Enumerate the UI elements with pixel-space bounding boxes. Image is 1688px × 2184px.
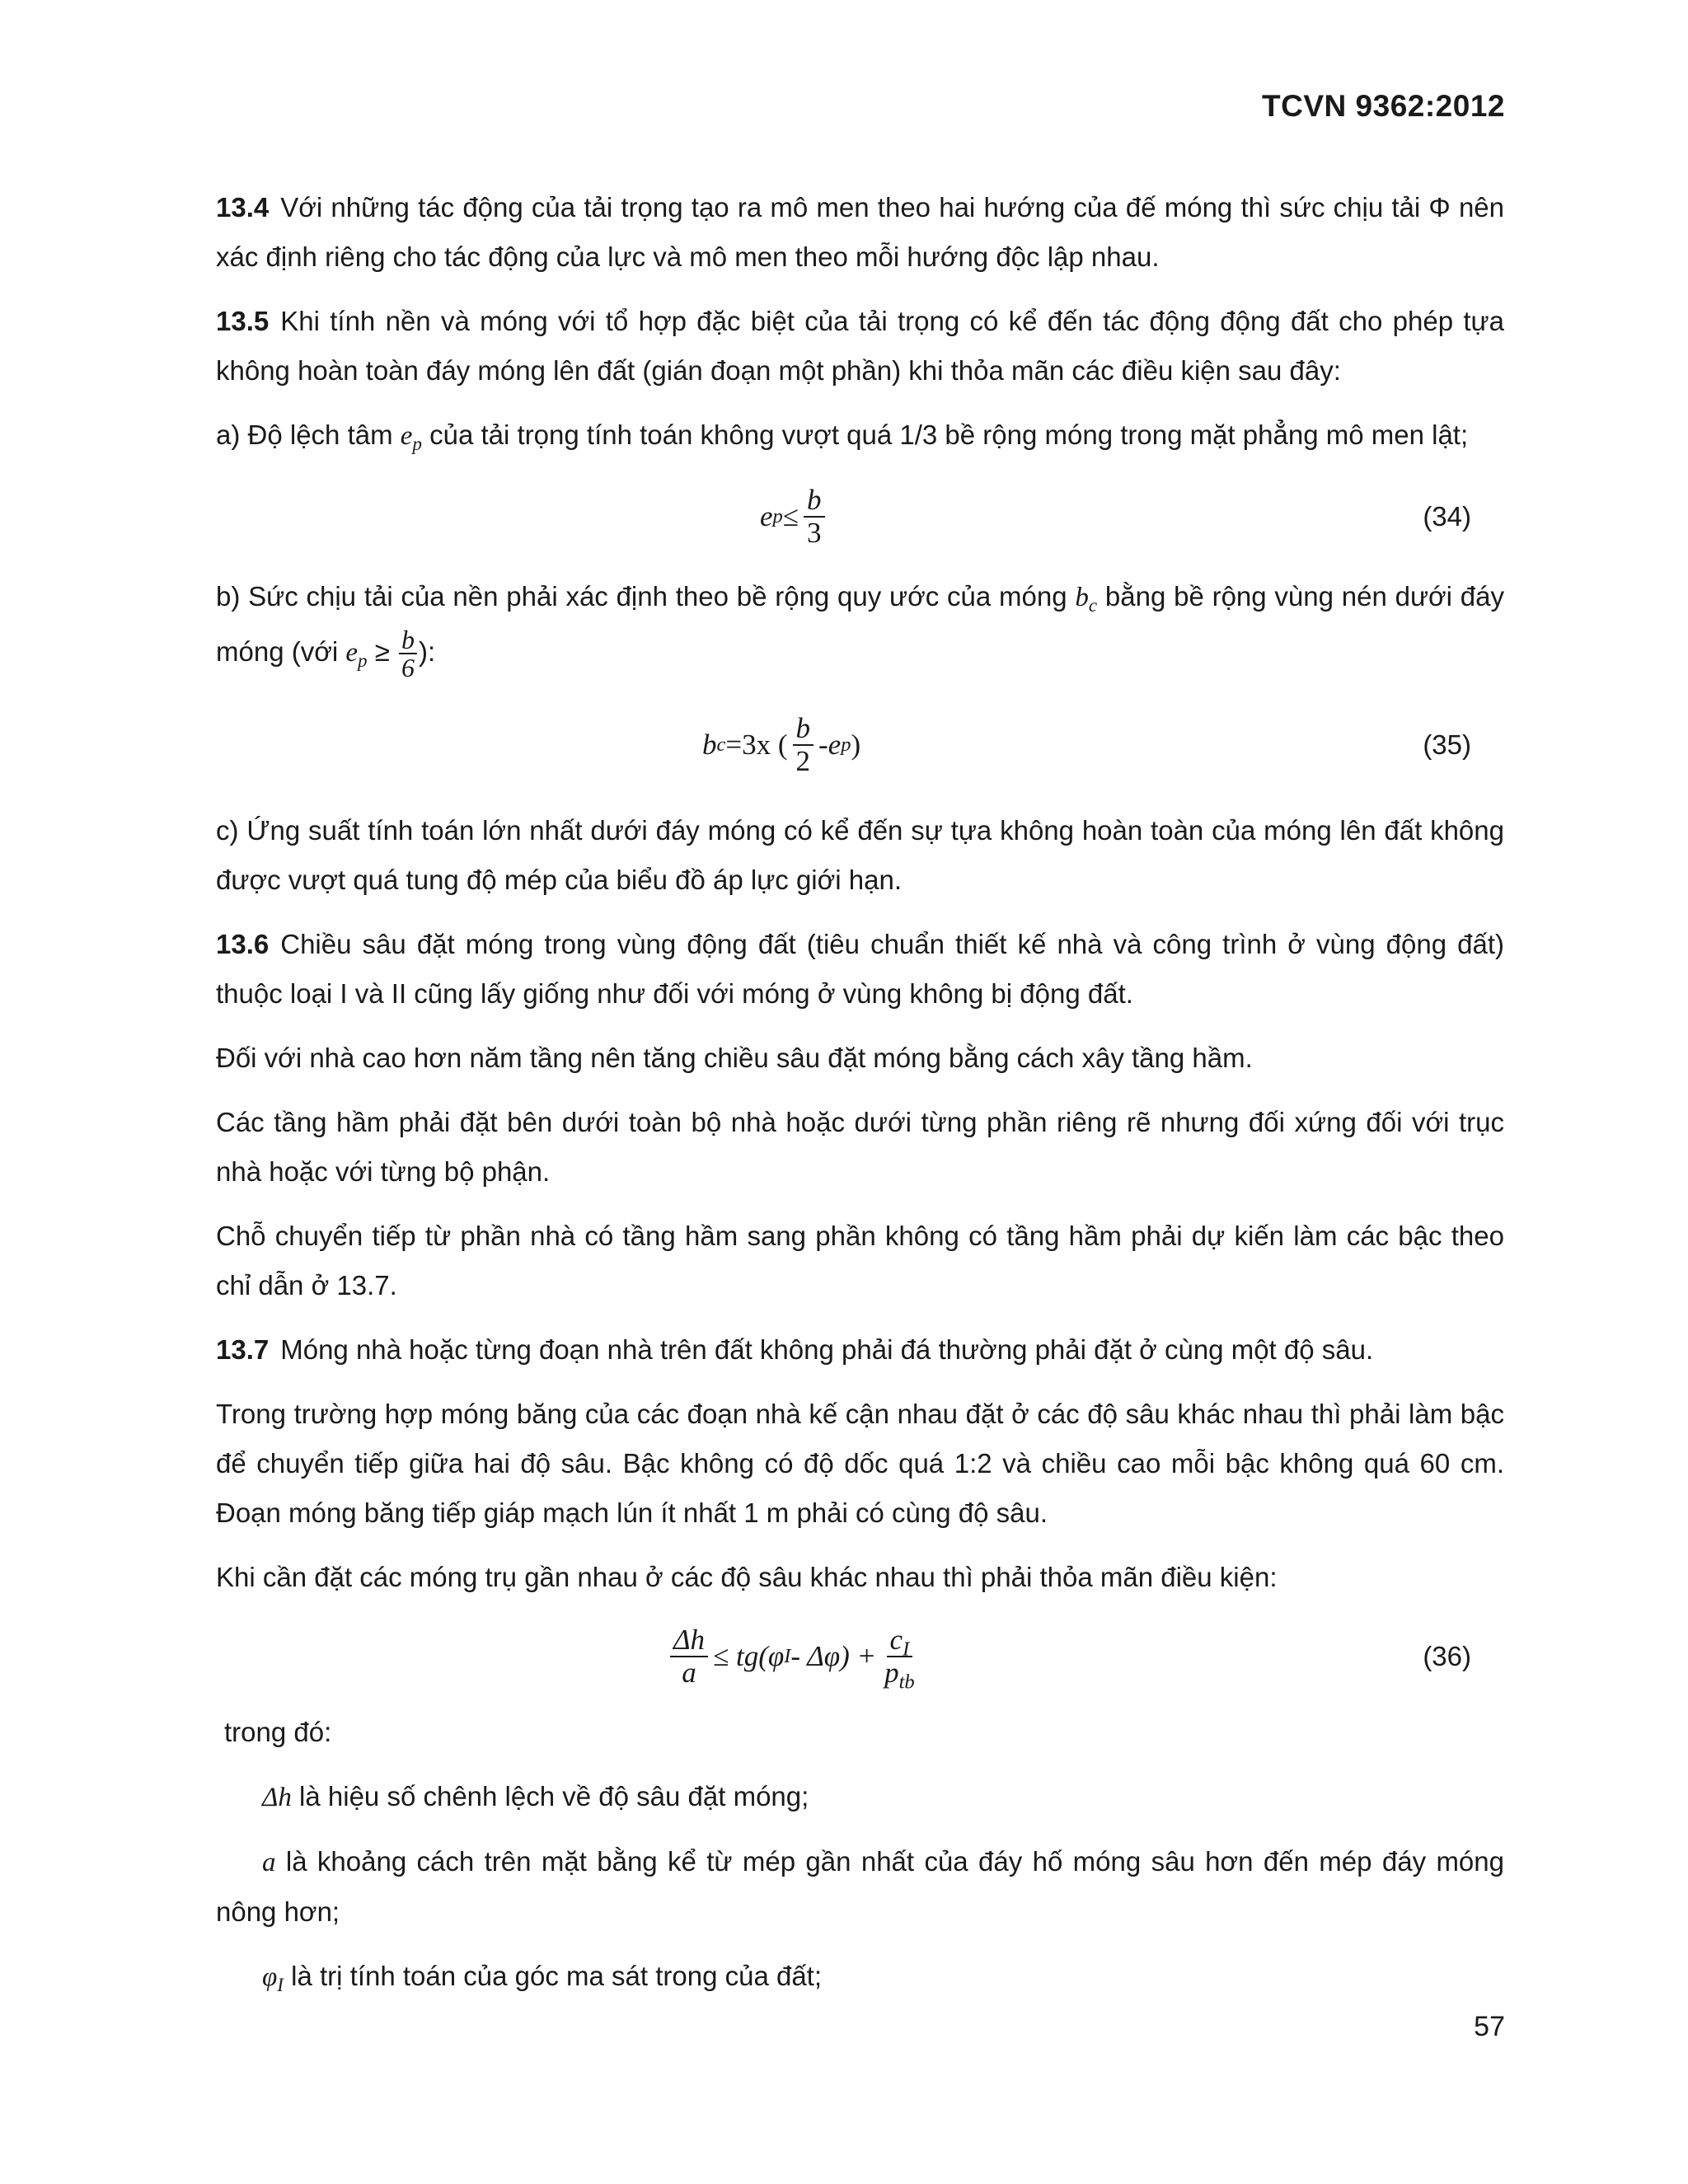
condition-b [216,569,1504,681]
def-a-symbol: a [262,1848,276,1878]
eq36-fraction-1 [670,1624,708,1690]
condition-b-text: bằng bề rộng vùng nén dưới đáy móng (với [216,581,1504,667]
clause-text: Chiều sâu đặt móng trong vùng động đất (tiêu chuẩn thiết kế nhà và công trình ở vùng động đất) thuộc loại I và II cũng lấy giống như đối với móng ở vùng không bị động đất. [216,929,1504,1010]
eq35-minus: - [818,729,828,762]
clause-number: 13.6 [216,929,270,960]
eq36-c: c [889,1623,903,1656]
equation-34-formula: e p ≤ $\frac{b}{3}$ [760,476,830,558]
eq35-var: e [828,729,842,762]
eq36-p: p [884,1657,899,1690]
eq36-mid-2: - Δφ) + [790,1640,877,1673]
where-label: trong đó: [224,1717,332,1748]
eq36-c-sub: I [903,1638,910,1661]
equation-35-formula: b c =3x ( $\frac{b}{2}$ - e p ) [702,711,861,778]
eq36-denominator-2 [881,1657,918,1694]
equation-number-35: (35) [1423,729,1471,761]
eq35-fraction [793,713,814,778]
condition-a [216,410,1504,461]
inline-fraction-b-6 [399,626,417,681]
def-a-text: là khoảng cách trên mặt bằng kể từ mép gần nhất của đáy hố móng sâu hơn đến mép đáy móng nông hơn; [216,1846,1504,1928]
eq35-close: ) [851,729,861,762]
condition-b-prefix: b) Sức chịu tải của nền phải xác định theo bề rộng quy ước của móng [216,581,1076,612]
eq36-p-sub: tb [898,1671,915,1694]
definition-dh [216,1772,1504,1822]
clause-13-7-para-3: Khi cần đặt các móng trụ gần nhau ở các độ sâu khác nhau thì phải thỏa mãn điều kiện: [216,1562,1278,1593]
var-e [400,421,422,454]
eq35-denominator: 2 [795,745,811,778]
clause-13-7-para-2: Trong trường hợp móng băng của các đoạn nhà kế cận nhau đặt ở các độ sâu khác nhau thì phải làm bậc để chuyển tiếp giữa hai độ sâu. Bậc không có độ dốc quá 1:2 và chiều cao mỗi bậc không quá 60 cm. Đoạn móng băng tiếp giáp mạch lún ít nhất 1 m phải có cùng độ sâu. [216,1399,1504,1529]
clause-number: 13.4 [216,192,270,223]
clause-13-7 [216,1325,1504,1375]
eq34-denominator: 3 [807,517,822,549]
clause-text: Khi tính nền và móng với tổ hợp đặc biệt của tải trọng có kể đến tác động động đất cho phép tựa không hoàn toàn đáy móng lên đất (gián đoạn một phần) khi thỏa mãn các điều kiện sau đây: [216,306,1504,386]
clause-text: Móng nhà hoặc từng đoạn nhà trên đất không phải đá thường phải đặt ở cùng một độ sâu. [280,1334,1374,1366]
def-dh-symbol: Δh [262,1783,292,1813]
def-phi-text: là trị tính toán của góc ma sát trong của đất; [283,1961,823,1992]
clause-13-4 [216,183,1504,282]
var-bc-subscript: c [1088,593,1098,616]
def-phi-subscript: I [277,1974,284,1996]
condition-a-text: của tải trọng tính toán không vượt quá 1/3 bề rộng móng trong mặt phẳng mô men lật; [421,419,1469,450]
def-phi-symbol: φ [262,1962,278,1993]
eq36-mid: ≤ tg(φ [713,1640,785,1673]
page-number: 57 [1474,2011,1505,2042]
eq35-numerator: b [793,713,814,747]
condition-b-operator: ≥ [367,636,398,667]
var-bc-symbol: b [1075,583,1089,612]
clause-text: Với những tác động của tải trọng tạo ra mô men theo hai hướng của đế móng thì sức chịu tải Φ nên xác định riêng cho tác động của lực và mô men theo mỗi hướng độc lập nhau. [216,192,1504,272]
clause-13-6-para-4: Chỗ chuyển tiếp từ phần nhà có tầng hầm sang phần không có tầng hầm phải dự kiến làm các bậc theo chỉ dẫn ở 13.7. [216,1221,1504,1301]
page-content [216,183,1504,2017]
clause-13-6-para-2: Đối với nhà cao hơn năm tầng nên tăng chiều sâu đặt móng bằng cách xây tầng hầm. [216,1043,1253,1074]
equation-35 [216,696,1504,794]
equation-number-34: (34) [1423,501,1471,532]
inline-frac-denominator: 6 [401,653,415,683]
condition-c: c) Ứng suất tính toán lớn nhất dưới đáy móng có kể đến sự tựa không hoàn toàn của móng lên đất không được vượt quá tung độ mép của biểu đồ áp lực giới hạn. [216,815,1504,896]
definition-a [216,1837,1504,1937]
eq36-denominator-1: a [682,1657,696,1690]
condition-a-prefix: a) Độ lệch tâm [216,419,401,450]
equation-36 [216,1617,1504,1696]
eq34-numerator: b [804,485,825,518]
eq36-fraction-2 [881,1623,918,1694]
clause-13-5 [216,297,1504,396]
var-ep-symbol: e [345,638,359,668]
clause-number: 13.5 [216,306,270,336]
clause-13-6-para-3: Các tầng hầm phải đặt bên dưới toàn bộ nhà hoặc dưới từng phần riêng rẽ nhưng đối xứng đối với trục nhà hoặc với từng bộ phận. [216,1107,1504,1188]
var-bc [1075,583,1098,616]
var-e-symbol: e [400,421,413,451]
equation-36-formula: $\frac{\Delta h}{a}$ ≤ tg(φ I - Δφ) + $\frac{c_I}{p_{tb}}$ [665,1617,923,1696]
eq35-mid: =3x ( [725,729,788,762]
eq34-operator: ≤ [782,500,799,532]
inline-frac-numerator: b [399,626,417,654]
condition-b-close: ): [419,636,436,667]
equation-34 [216,476,1504,558]
eq35-lhs: b [702,729,717,762]
eq36-numerator-2 [887,1623,913,1661]
eq34-lhs: e [760,500,773,532]
var-ep [345,638,368,671]
standard-code-header: TCVN 9362:2012 [1262,89,1505,123]
eq34-fraction [804,485,825,550]
clause-number: 13.7 [216,1334,270,1366]
def-dh-text: là hiệu số chênh lệch về độ sâu đặt móng; [291,1781,809,1812]
definition-phi [216,1952,1504,2002]
equation-number-36: (36) [1423,1641,1471,1672]
var-ep-subscript: p [358,649,368,671]
eq36-numerator-1: Δh [670,1624,708,1658]
var-e-subscript: p [412,432,422,454]
clause-13-6 [216,920,1504,1019]
